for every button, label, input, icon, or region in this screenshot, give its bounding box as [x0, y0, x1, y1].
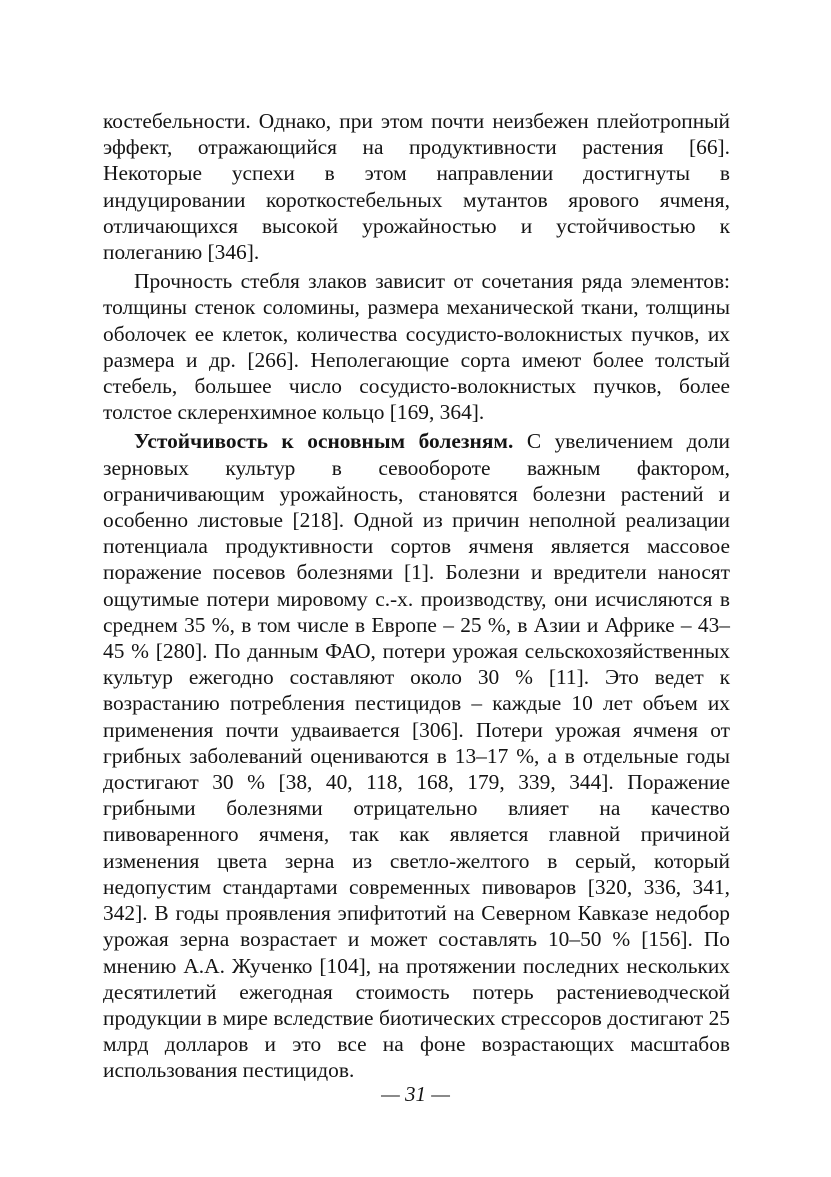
paragraph-disease-resistance: [103, 428, 730, 1083]
paragraph-continuation: костебельности. Однако, при этом почти неизбежен плейотропный эффект, отражающийся на продуктивности растения [66]. Некоторые успехи в этом направлении достигнуты в индуцировании короткостебельных мутантов ярового ячменя, отличающихся высокой урожайностью и устойчивостью к полеганию [346].: [103, 109, 730, 265]
paragraph-disease-resistance-body: С увеличением доли зерновых культур в севообороте важным фактором, ограничивающим урожайность, становятся болезни растений и особенно листовые [218]. Одной из причин неполной реализации потенциала продуктивности сортов ячменя является массовое поражение посевов болезнями [1]. Болезни и вредители наносят ощутимые потери мировому с.-х. производству, они исчисляются в среднем 35 %, в том числе в Европе – 25 %, в Азии и Африке – 43–45 % [280]. По данным ФАО, потери урожая сельскохозяйственных культур ежегодно составляют около 30 % [11]. Это ведет к возрастанию потребления пестицидов – каждые 10 лет объем их применения почти удваивается [306]. Потери урожая ячменя от грибных заболеваний оцениваются в 13–17 %, а в отдельные годы достигают 30 % [38, 40, 118, 168, 179, 339, 344]. Поражение грибными болезнями отрицательно влияет на качество пивоваренного ячменя, так как является главной причиной изменения цвета зерна из светло-желтого в серый, который недопустим стандартами современных пивоваров [320, 336, 341, 342]. В годы проявления эпифитотий на Северном Кавказе недобор урожая зерна возрастает и может составлять 10–50 % [156]. По мнению А.А. Жученко [104], на протяжении последних нескольких десятилетий ежегодная стоимость потерь растениеводческой продукции в мире вследствие биотических стрессоров достигают 25 млрд долларов и это все на фоне возрастающих масштабов использования пестицидов.: [103, 429, 730, 1083]
page-number: — 31 —: [381, 1082, 450, 1106]
body-text: [103, 108, 730, 1084]
section-run-in-heading: Устойчивость к основным болезням.: [134, 429, 514, 454]
paragraph-stem-strength: Прочность стебля злаков зависит от сочетания ряда элементов: толщины стенок соломины, размера механической ткани, толщины оболочек ее клеток, количества сосудисто-волокнистых пучков, их размера и др. [266]. Неполегающие сорта имеют более толстый стебель, большее число сосудисто-волокнистых пучков, более толстое склеренхимное кольцо [169, 364].: [103, 269, 730, 425]
